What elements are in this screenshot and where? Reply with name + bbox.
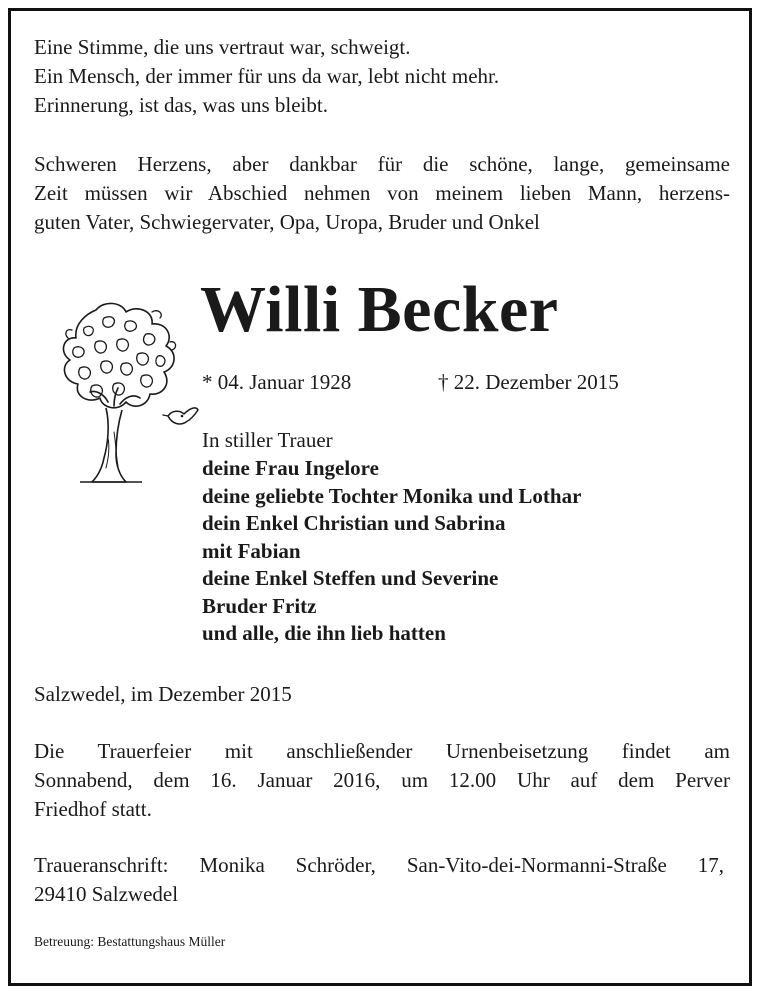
ceremony-line: Sonnabend, dem 16. Januar 2016, um 12.00 Uhr auf dem Perver: [34, 768, 730, 792]
ceremony-paragraph: [34, 737, 730, 824]
intro-line: Zeit müssen wir Abschied nehmen von meinem lieben Mann, herzens-: [34, 181, 730, 205]
intro-line: Schweren Herzens, aber dankbar für die schöne, lange, gemeinsame: [34, 152, 730, 176]
birth-date: * 04. Januar 1928: [202, 370, 352, 394]
deceased-name: Willi Becker: [200, 273, 559, 346]
intro-paragraph: [34, 150, 730, 237]
mourning-address: [34, 851, 724, 909]
address-line: 29410 Salzwedel: [34, 882, 179, 906]
mourner-entry: mit Fabian: [202, 538, 301, 563]
poem-line: Eine Stimme, die uns vertraut war, schweigt.: [34, 35, 411, 59]
poem: [34, 33, 499, 120]
ceremony-line: Die Trauerfeier mit anschließender Urnenbeisetzung findet am: [34, 739, 730, 763]
mourner-entry: Bruder Fritz: [202, 593, 317, 618]
tree-with-bird-icon: [34, 298, 200, 484]
intro-line: guten Vater, Schwiegervater, Opa, Uropa, Bruder und Onkel: [34, 210, 540, 234]
poem-line: Erinnerung, ist das, was uns bleibt.: [34, 93, 328, 117]
mourner-entry: dein Enkel Christian und Sabrina: [202, 511, 506, 535]
death-date: † 22. Dezember 2015: [438, 370, 619, 394]
mourner-entry: deine Enkel Steffen und Severine: [202, 566, 499, 590]
poem-line: Ein Mensch, der immer für uns da war, lebt nicht mehr.: [34, 64, 500, 88]
mourners-list: [202, 455, 581, 648]
mourner-entry: und alle, die ihn lieb hatten: [202, 621, 446, 645]
mourner-entry: deine Frau Ingelore: [202, 456, 379, 480]
mourning-heading: In stiller Trauer: [202, 428, 333, 452]
address-line: Traueranschrift: Monika Schröder, San-Vito-dei-Normanni-Straße 17,: [34, 853, 724, 877]
funeral-home-credit: Betreuung: Bestattungshaus Müller: [34, 934, 226, 949]
place-date: Salzwedel, im Dezember 2015: [34, 682, 292, 706]
ceremony-line: Friedhof statt.: [34, 797, 152, 821]
mourner-entry: deine geliebte Tochter Monika und Lothar: [202, 483, 582, 508]
